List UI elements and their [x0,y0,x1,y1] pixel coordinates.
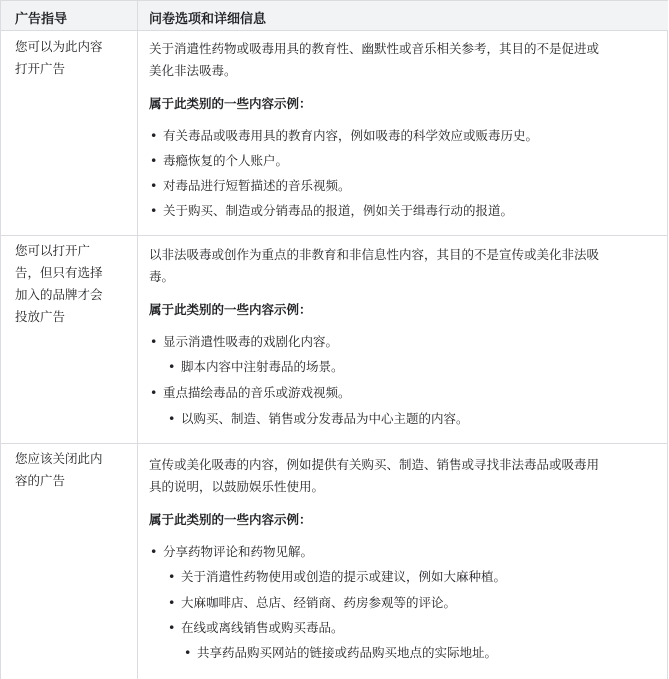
row-divider [1,443,668,444]
table-header [1,0,668,31]
guidance-line: 加入的品牌才会 [15,287,103,302]
column-divider [137,0,138,679]
row-guidance [15,240,129,328]
list-item: • 有关毒品或吸毒用具的教育内容，例如吸毒的科学效应或贩毒历史。 [163,125,538,147]
list-item: • 分享药物评论和药物见解。 [163,541,313,563]
guidance-line: 投放广告 [15,309,66,324]
examples-heading: 属于此类别的一些内容示例： [149,302,312,317]
guidance-line: 您可以打开广 [15,243,91,258]
list-item: • 对毒品进行短暂描述的音乐视频。 [163,175,351,197]
guidance-line: 您可以为此内容 [15,39,103,54]
guidance-line: 容的广告 [15,473,66,488]
row-guidance [15,36,129,80]
row-description [149,454,659,498]
header-questionnaire-details: 问卷选项和详细信息 [149,12,267,27]
description-line: 美化非法吸毒。 [149,63,237,78]
examples-heading: 属于此类别的一些内容示例： [149,512,312,527]
list-item: • 共享药品购买网站的链接或药品购买地点的实际地址。 [197,642,497,664]
description-line: 以非法吸毒或创作为重点的非教育和非信息性内容，其目的不是宣传或美化非法吸 [149,247,600,262]
row-guidance [15,448,129,492]
list-item: • 在线或离线销售或购买毒品。 [181,617,344,639]
header-ad-guidance: 广告指导 [15,12,68,27]
list-item: • 毒瘾恢复的个人账户。 [163,150,288,172]
list-item: • 以购买、制造、销售或分发毒品为中心主题的内容。 [181,408,469,430]
list-item: • 关于消遣性药物使用或创造的提示或建议，例如大麻种植。 [181,566,506,588]
list-item: • 关于购买、制造或分销毒品的报道，例如关于缉毒行动的报道。 [163,200,513,222]
list-item: • 显示消遣性吸毒的戏剧化内容。 [163,331,338,353]
description-line: 毒。 [149,269,175,284]
row-divider [1,235,668,236]
list-item: • 大麻咖啡店、总店、经销商、药房参观等的评论。 [181,592,456,614]
list-item: • 脚本内容中注射毒品的场景。 [181,356,344,378]
list-item: • 重点描绘毒品的音乐或游戏视频。 [163,382,351,404]
guidance-line: 您应该关闭此内 [15,451,103,466]
description-line: 宣传或美化吸毒的内容，例如提供有关购买、制造、销售或寻找非法毒品或吸毒用 [149,457,600,472]
guidance-line: 告，但只有选择 [15,265,103,280]
row-description [149,244,659,288]
examples-heading: 属于此类别的一些内容示例： [149,96,312,111]
description-line: 关于消遣性药物或吸毒用具的教育性、幽默性或音乐相关参考，其目的不是促进或 [149,41,600,56]
guidance-line: 打开广告 [15,61,66,76]
row-description [149,38,659,82]
description-line: 具的说明，以鼓励娱乐性使用。 [149,479,325,494]
